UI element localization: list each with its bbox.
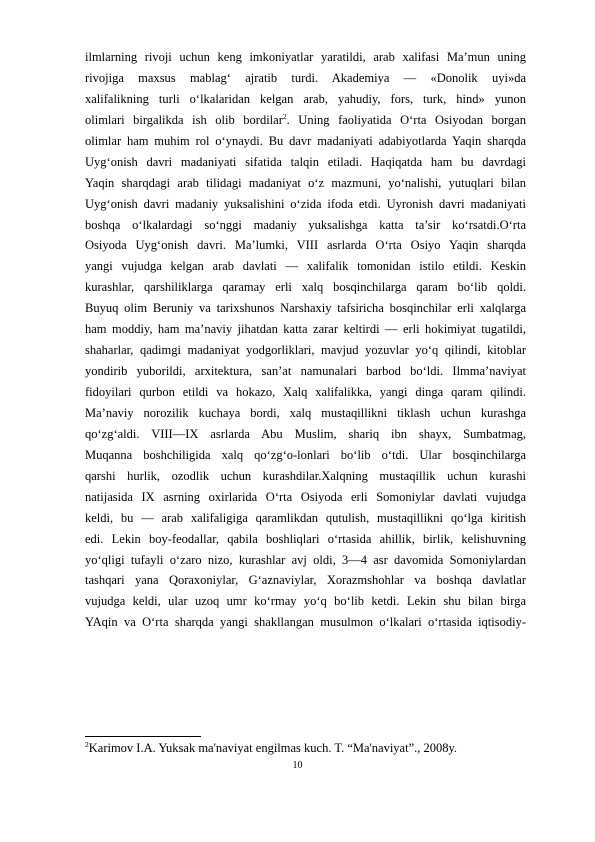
text-line: fidoyilari qurbon etildi va hokazo, Xalq xalifalikka, yangi dinga qaram qilindi. <box>85 385 526 399</box>
text-line: YAqin va O‘rta sharqda yangi shakllangan musulmon o‘lkalari o‘rtasida iqtisodiy- <box>85 615 526 630</box>
text-line-start: olimlari birgalikda ish olib bordilar <box>85 112 283 127</box>
footnote-marker: 2 <box>85 739 89 749</box>
footnote-reference[interactable]: 2 <box>282 111 287 121</box>
text-line <box>85 110 526 131</box>
text-line: natijasida IX asrning oxirlarida O‘rta Osiyoda erli Somoniylar davlati vujudga <box>85 489 526 504</box>
text-line: edi. Lekin boy-feodallar, qabila boshliqlari o‘rtasida ahillik, birlik, kelishuvning <box>85 531 526 546</box>
text-line: ham moddiy, ham ma’naviy jihatdan katta zarar keltirdi — erli hokimiyat tugatildi, <box>85 322 526 337</box>
text-line: keldi, bu — arab xalifaligiga qaramlikdan qutulish, mustaqillikni qo‘lga kiritish <box>85 510 526 525</box>
text-line: tashqari yana Qoraxoniylar, G‘aznaviylar, Xorazmshohlar va boshqa davlatlar <box>85 573 526 588</box>
text-line: olimlar ham muhim rol o‘ynaydi. Bu davr madaniyati adabiyotlarda Yaqin sharqda <box>85 133 526 148</box>
text-line: yangi vujudga kelgan arab davlati — xalifalik tomonidan istilo etildi. Keskin <box>85 259 526 274</box>
text-line: Uyg‘onish davri madaniyati sifatida talqin etiladi. Haqiqatda ham bu davrdagi <box>85 154 526 169</box>
page-number: 10 <box>292 760 303 771</box>
text-line: Osiyoda Uyg‘onish davri. Ma’lumki, VIII asrlarda O‘rta Osiyo Yaqin sharqda <box>85 238 526 253</box>
text-line: xalifalikning turli o‘lkalaridan kelgan arab, yahudiy, fors, turk, hind» yunon <box>85 91 526 106</box>
text-line: Buyuq olim Beruniy va tarixshunos Narshaxiy tafsiricha bosqinchilar erli xalqlarga <box>85 301 526 316</box>
text-line: Muqanna boshchiligida xalq qo‘zg‘o-lonlari bo‘lib o‘tdi. Ular bosqinchilarga <box>85 447 526 462</box>
text-line-end: . Uning faoliyatida O‘rta Osiyodan borgan <box>286 112 526 127</box>
text-line: rivojiga maxsus mablag‘ ajratib turdi. Akademiya — «Donolik uyi»da <box>85 70 526 85</box>
text-line: yo‘qligi tufayli o‘zaro nizo, kurashlar avj oldi, 3—4 asr davomida Somoniylardan <box>85 552 526 567</box>
footnote-divider <box>85 736 201 737</box>
footnote-text: Karimov I.A. Yuksak ma'naviyat engilmas kuch. T. “Ma'naviyat”., 2008y. <box>88 741 458 755</box>
footnote <box>85 740 526 756</box>
text-line: ilmlarning rivoji uchun keng imkoniyatlar yaratildi, arab xalifasi Ma’mun uning <box>85 50 526 64</box>
text-line: shaharlar, qadimgi madaniyat yodgorliklari, mavjud yozuvlar yo‘q qilindi, kitoblar <box>85 343 526 358</box>
text-line: qo‘zg‘aldi. VIII—IX asrlarda Abu Muslim, shariq ibn shayx, Sumbatmag, <box>85 426 526 441</box>
text-line: qarshi hurlik, ozodlik uchun kurashdilar.Xalqning mustaqillik uchun kurashi <box>85 468 526 483</box>
text-line: vujudga keldi, ular uzoq umr ko‘rmay yo‘q bo‘lib ketdi. Lekin shu bilan birga <box>85 594 526 609</box>
text-line: boshqa o‘lkalardagi so‘nggi madaniy yuksalishga katta ta’sir ko‘rsatdi.O‘rta <box>85 217 526 232</box>
text-line: Yaqin sharqdagi arab tilidagi madaniyat o‘z mazmuni, yo‘nalishi, yutuqlari bilan <box>85 175 526 190</box>
body-text <box>85 47 526 633</box>
text-line: Ma’naviy norozilik kuchaya bordi, xalq mustaqillikni tiklash uchun kurashga <box>85 405 526 420</box>
text-line: Uyg‘onish davri madaniy yuksalishini o‘zida ifoda etdi. Uyronish davri madaniyati <box>85 196 526 211</box>
text-line: kurashlar, qarshiliklarga qaramay erli xalq bosqinchilarga qaram bo‘lib qoldi. <box>85 280 526 295</box>
text-line: yondirib yuborildi, arxitektura, san’at namunalari barbod bo‘ldi. Ilmma’naviyat <box>85 364 526 379</box>
